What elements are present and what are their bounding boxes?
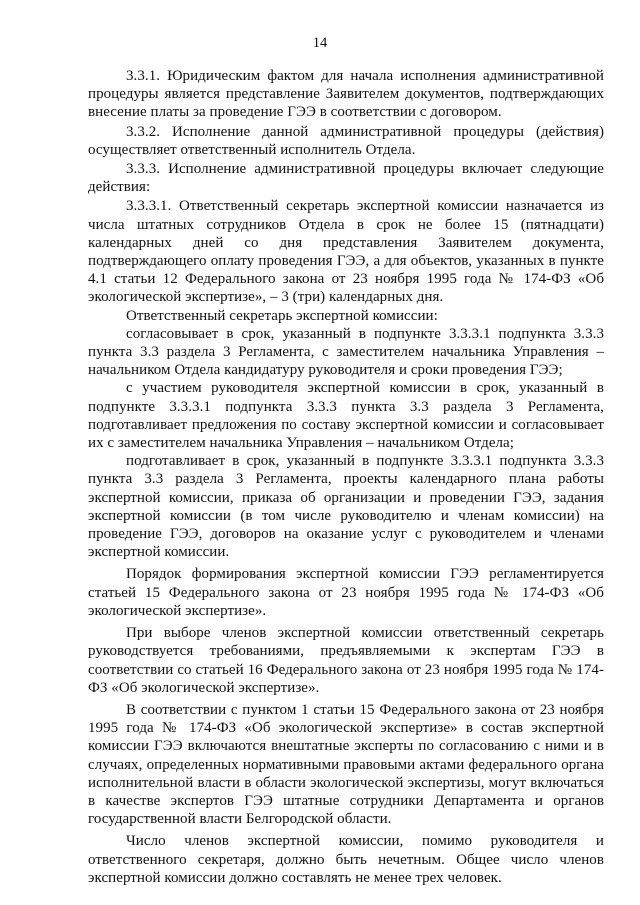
paragraph-commission-composition: В соответствии с пунктом 1 статьи 15 Федерального закона от 23 ноября 1995 года № 174-ФЗ «Об экологической экспертизе» в состав экспертной комиссии ГЭЭ включаются внештатные эксперты по согласованию с ними и в случаях, определенных нормативными правовыми актами федерального органа исполнительной власти в области экологической экспертизы, могут включаться в качестве экспертов ГЭЭ штатные сотрудники Департамента и органов государственной власти Белгородской области. — [88, 701, 604, 828]
paragraph-secretary-duty-2: с участием руководителя экспертной комиссии в срок, указанный в подпункте 3.3.3.1 подпункта 3.3.3 пункта 3.3 раздела 3 Регламента, подготавливает предложения по составу экспертной комиссии и согласовывает их с заместителем начальника Управления – начальником Отдела; — [88, 380, 604, 452]
paragraph-3-3-2: 3.3.2. Исполнение данной административной процедуры (действия) осуществляет ответственный исполнитель Отдела. — [88, 123, 604, 158]
document-body — [88, 67, 604, 887]
paragraph-secretary-heading: Ответственный секретарь экспертной комиссии: — [126, 307, 438, 324]
paragraph-3-3-3-1: 3.3.3.1. Ответственный секретарь экспертной комиссии назначается из числа штатных сотрудников Отдела в срок не более 15 (пятнадцати) календарных дней со дня представления Заявителем документа, подтверждающего оплату проведения ГЭЭ, а для объектов, указанных в пункте 4.1 статьи 12 Федерального закона от 23 ноября 1995 года № 174-ФЗ «Об экологической экспертизе», – 3 (три) календарных дня. — [88, 198, 604, 306]
paragraph-3-3-3: 3.3.3. Исполнение административной процедуры включает следующие действия: — [88, 161, 604, 196]
paragraph-secretary-duty-3: подготавливает в срок, указанный в подпункте 3.3.3.1 подпункта 3.3.3 пункта 3.3 раздела 3 Регламента, проекты календарного плана работы экспертной комиссии, приказа об организации и проведении ГЭЭ, задания экспертной комиссии (в том числе руководителю и членам комиссии) на проведение ГЭЭ, договоров на оказание услуг с руководителем и членами экспертной комиссии. — [88, 453, 604, 561]
paragraph-member-count: Число членов экспертной комиссии, помимо руководителя и ответственного секретаря, должно быть нечетным. Общее число членов экспертной комиссии должно составлять не менее трех человек. — [88, 833, 604, 886]
paragraph-member-selection: При выборе членов экспертной комиссии ответственный секретарь руководствуется требованиями, предъявляемыми к экспертам ГЭЭ в соответствии со статьей 16 Федерального закона от 23 ноября 1995 года № 174-ФЗ «Об экологической экспертизе». — [88, 625, 604, 696]
paragraph-secretary-duty-1: согласовывает в срок, указанный в подпункте 3.3.3.1 подпункта 3.3.3 пункта 3.3 раздела 3 Регламента, с заместителем начальника Управления – начальником Отдела кандидатуру руководителя и сроки проведения ГЭЭ; — [88, 325, 604, 379]
paragraph-commission-formation: Порядок формирования экспертной комиссии ГЭЭ регламентируется статьей 15 Федерального закона от 23 ноября 1995 года № 174-ФЗ «Об экологической экспертизе». — [88, 566, 604, 619]
paragraph-3-3-1: 3.3.1. Юридическим фактом для начала исполнения административной процедуры является представление Заявителем документов, подтверждающих внесение платы за проведение ГЭЭ в соответствии с договором. — [88, 68, 604, 121]
page-number: 14 — [312, 35, 328, 51]
